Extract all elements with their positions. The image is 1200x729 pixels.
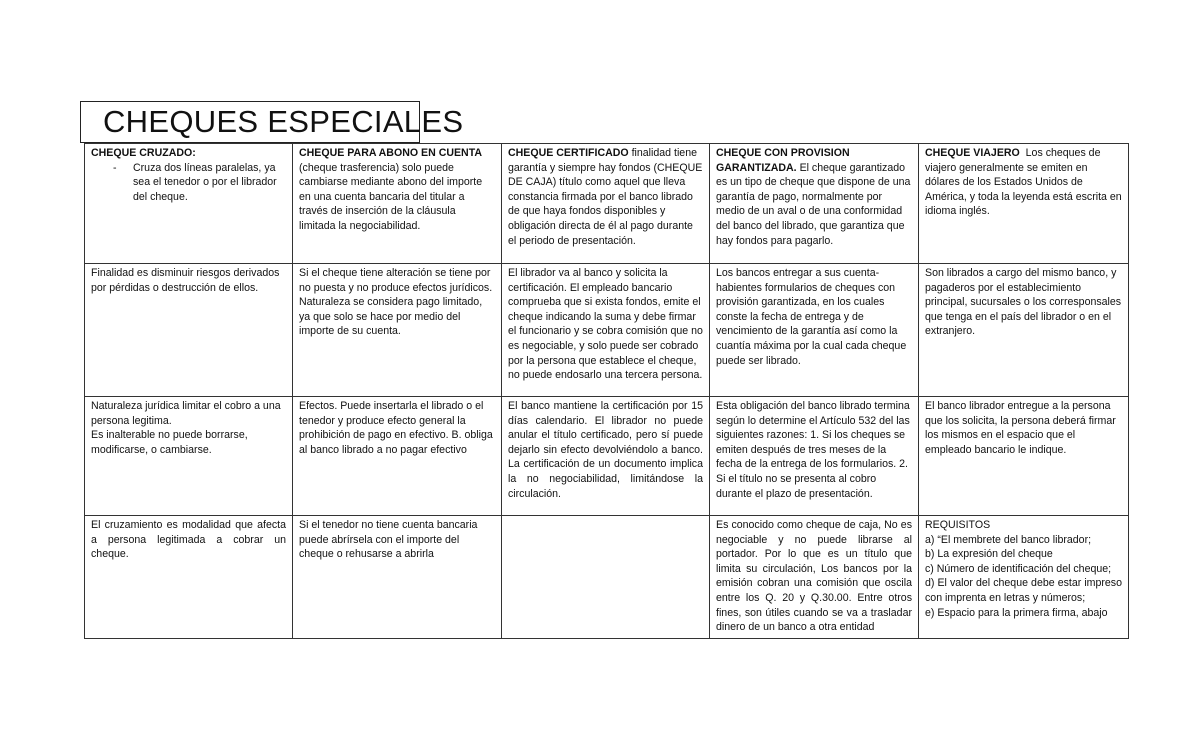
table-cell: Esta obligación del banco librado termina según lo determine el Artículo 532 del las siguientes razones: 1. Si los cheques se emiten después de tres meses de la fecha de la entrega de los formularios. 2. Si el título no se presenta al cobro durante el plazo de presentación. bbox=[710, 397, 919, 516]
cell-heading: CHEQUE VIAJERO bbox=[925, 147, 1020, 159]
cell-requisitos bbox=[919, 516, 1129, 639]
cell-text: Los cheques de viajero generalmente se emiten en dólares de los Estados Unidos de América, y toda la leyenda está escrita en idioma inglés. bbox=[925, 147, 1125, 218]
table-cell: El banco mantiene la certificación por 15 días calendario. El librador no puede anular el título certificado, pero sí puede dejarlo sin efecto devolviéndolo a banco. La certificación de un documento implica la no negociabilidad, limitándose la circulación. bbox=[502, 397, 710, 516]
cell-cheque-abono-cuenta bbox=[293, 144, 502, 264]
page-title: CHEQUES ESPECIALES bbox=[103, 104, 464, 139]
table-row bbox=[85, 264, 1129, 397]
list-item: b) La expresión del cheque bbox=[925, 548, 1053, 561]
list-item: - Cruza dos líneas paralelas, ya sea el tenedor o por el librador del cheque. bbox=[113, 161, 286, 205]
cell-cheque-certificado bbox=[502, 144, 710, 264]
table-cell: Los bancos entregar a sus cuenta-habientes formularios de cheques con provisión garantizada, en los cuales conste la fecha de entrega y de vencimiento de la garantía así como la cuantía máxima por la cual cada cheque puede ser librado. bbox=[710, 264, 919, 397]
table-cell: Es conocido como cheque de caja, No es negociable y no puede librarse al portador. Por lo que es un título que limita su circulación, Los bancos por la emisión cobran una comisión que oscila entre los Q. 20 y Q.30.00. Entre otros fines, son útiles cuando se va a trasladar dinero de un banco a otra entidad bbox=[710, 516, 919, 639]
cell-text: Es inalterable no puede borrarse, modificarse, o cambiarse. bbox=[91, 429, 248, 456]
cell-heading: CHEQUE CERTIFICADO bbox=[508, 147, 629, 159]
cell-heading: CHEQUE PARA ABONO EN CUENTA bbox=[299, 147, 483, 159]
list-item: e) Espacio para la primera firma, abajo bbox=[925, 606, 1108, 619]
table-cell: El banco librador entregue a la persona que los solicita, la persona deberá firmar los mismos en el espacio que el empleado bancario le indique. bbox=[919, 397, 1129, 516]
cell-cheque-provision-garantizada bbox=[710, 144, 919, 264]
cell-cheque-viajero bbox=[919, 144, 1129, 264]
cell-text: finalidad tiene garantía y siempre hay fondos (CHEQUE DE CAJA) título como aquel que lleva constancia firmada por el banco librado de que haya fondos disponibles y obligación directa de él al pago durante el periodo de presentación. bbox=[508, 147, 703, 247]
table-cell: El cruzamiento es modalidad que afecta a persona legitimada a cobrar un cheque. bbox=[85, 516, 293, 639]
table-cell: Finalidad es disminuir riesgos derivados por pérdidas o destrucción de ellos. bbox=[85, 264, 293, 397]
cell-heading: REQUISITOS bbox=[925, 519, 991, 531]
table-cell: Efectos. Puede insertarla el librado o el tenedor y produce efecto general la prohibición de pago en efectivo. B. obliga al banco librado a no pagar efectivo bbox=[293, 397, 502, 516]
table-row bbox=[85, 144, 1129, 264]
cell-text: El cheque garantizado es un tipo de cheque que dispone de una garantía de pago, normalmente por medio de un aval o de una conformidad del banco del librado, que garantiza que hay fondos para pagarlo. bbox=[716, 161, 911, 247]
cell-text: (cheque trasferencia) solo puede cambiarse mediante abono del importe en una cuenta bancaria del titular a través de inserción de la cláusula limitada la negociabilidad. bbox=[299, 161, 483, 232]
table-row bbox=[85, 397, 1129, 516]
table-cell: Son librados a cargo del mismo banco, y pagaderos por el establecimiento principal, sucursales o los corresponsales que tenga en el país del librador o en el extranjero. bbox=[919, 264, 1129, 397]
list-item: d) El valor del cheque debe estar impreso con imprenta en letras y números; bbox=[925, 577, 1122, 604]
cell-text: Naturaleza jurídica limitar el cobro a una persona legitima. bbox=[91, 400, 281, 427]
table-cell: Si el tenedor no tiene cuenta bancaria puede abrírsela con el importe del cheque o rehusarse a abrirla bbox=[293, 516, 502, 639]
list-item: a) “El membrete del banco librador; bbox=[925, 533, 1092, 546]
cell-heading: CHEQUE CRUZADO: bbox=[91, 147, 196, 159]
cell-cheque-cruzado bbox=[85, 144, 293, 264]
table-row bbox=[85, 516, 1129, 639]
list-item: c) Número de identificación del cheque; bbox=[925, 562, 1112, 575]
table-cell-empty bbox=[502, 516, 710, 639]
cell-text: Si el cheque tiene alteración se tiene por no puesta y no produce efectos jurídicos. bbox=[299, 267, 493, 294]
bullet-list bbox=[91, 161, 286, 205]
table-cell bbox=[293, 264, 502, 397]
title-box bbox=[80, 101, 464, 143]
cell-heading: CHEQUE CON PROVISION GARANTIZADA. bbox=[716, 147, 850, 174]
cell-text: Naturaleza se considera pago limitado, ya que solo se hace por medio del importe de su cuenta. bbox=[299, 296, 483, 338]
table-cell: El librador va al banco y solicita la certificación. El empleado bancario comprueba que si exista fondos, emite el cheque indicando la suma y debe firmar el funcionario y se cobra comisión que no es negociable, y solo puede ser cobrado por la persona que establece el cheque, no puede endosarlo una tercera persona. bbox=[502, 264, 710, 397]
cheques-table bbox=[84, 143, 1129, 639]
table-cell bbox=[85, 397, 293, 516]
